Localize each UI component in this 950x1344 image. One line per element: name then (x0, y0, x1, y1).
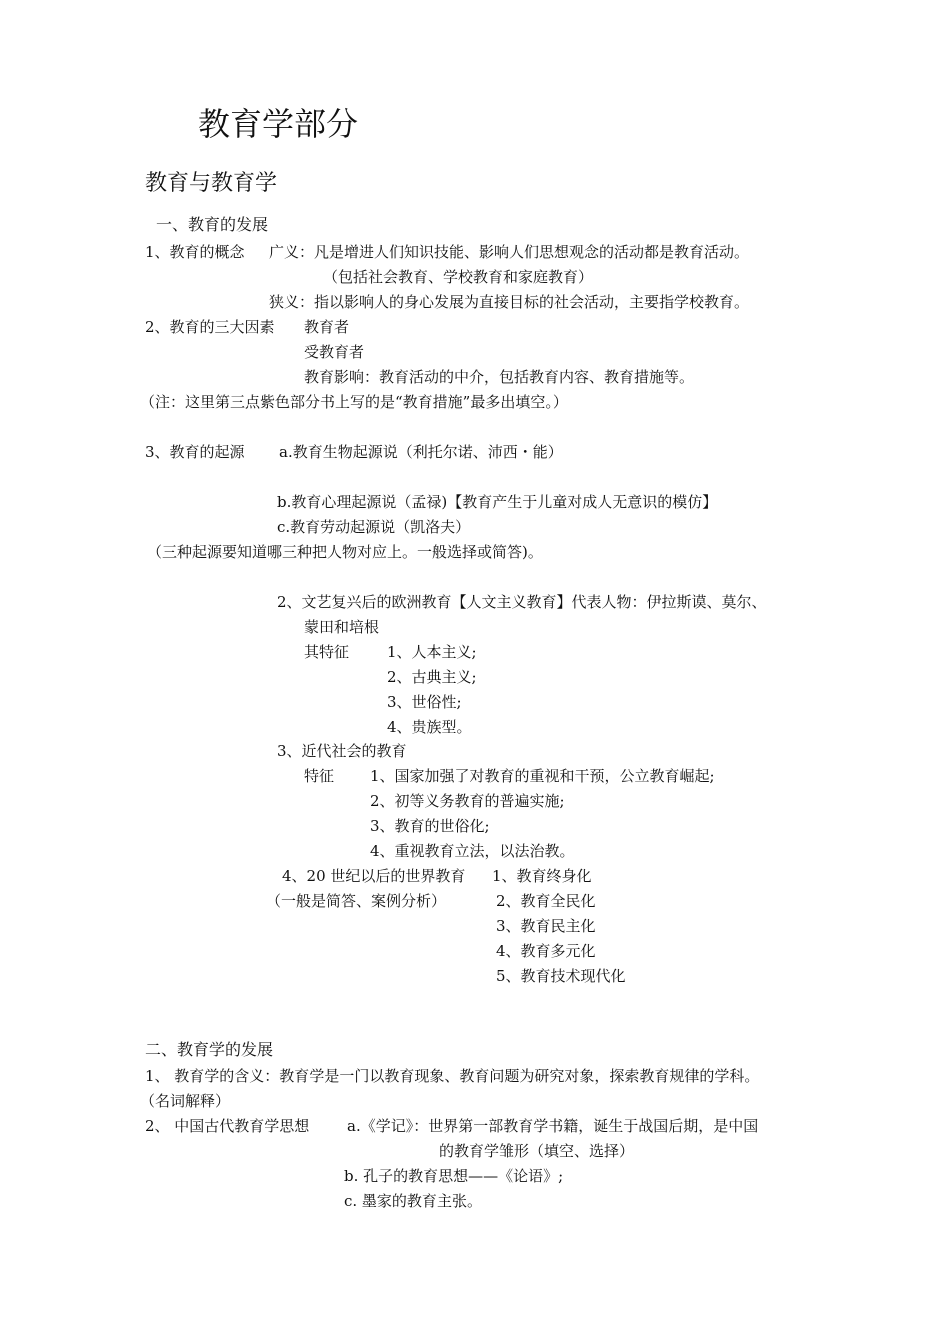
c20-feature: 1、教育终身化 (492, 867, 592, 885)
factor-item: 受教育者 (304, 343, 365, 361)
concept-broad-note: （包括社会教育、学校教育和家庭教育） (323, 268, 594, 286)
c20-feature: 5、教育技术现代化 (496, 967, 626, 985)
renaissance-feature: 4、贵族型。 (387, 718, 472, 736)
pedagogy-definition: 1、 教育学的含义：教育学是一门以教育现象、教育问题为研究对象，探索教育规律的学科。 (145, 1067, 760, 1085)
chapter-heading: 教育与教育学 (145, 171, 278, 196)
c20-heading: 4、20 世纪以后的世界教育 (282, 867, 466, 885)
concept-broad: 广义：凡是增进人们知识技能、影响人们思想观念的活动都是教育活动。 (269, 243, 750, 261)
origin-item: b.教育心理起源说（孟禄)【教育产生于儿童对成人无意识的模仿】 (277, 493, 718, 511)
origin-item: a.教育生物起源说（利托尔诺、沛西・能） (279, 443, 563, 461)
page-title: 教育学部分 (198, 105, 359, 143)
c20-feature: 4、教育多元化 (496, 942, 596, 960)
ancient-thought-item: c. 墨家的教育主张。 (344, 1192, 482, 1210)
factor-item: 教育影响：教育活动的中介，包括教育内容、教育措施等。 (304, 368, 695, 386)
c20-feature: 2、教育全民化 (496, 892, 596, 910)
factor-item: 教育者 (304, 318, 350, 336)
factors-note: （注：这里第三点紫色部分书上写的是“教育措施”最多出填空。） (140, 393, 568, 411)
renaissance-feature: 1、人本主义; (387, 643, 477, 661)
concept-label: 1、教育的概念 (145, 243, 245, 261)
ancient-thought-item: 的教育学雏形（填空、选择） (439, 1142, 635, 1160)
modern-feature: 3、教育的世俗化; (370, 817, 490, 835)
ancient-thought-item: a.《学记》：世界第一部教育学书籍，诞生于战国后期，是中国 (347, 1117, 759, 1135)
factors-label: 2、教育的三大因素 (145, 318, 275, 336)
modern-feature: 2、初等义务教育的普遍实施; (370, 792, 565, 810)
modern-feature-label: 特征 (304, 767, 335, 785)
ancient-thought-item: b. 孔子的教育思想——《论语》; (344, 1167, 564, 1185)
renaissance-feature: 2、古典主义; (387, 668, 477, 686)
modern-feature: 1、国家加强了对教育的重视和干预，公立教育崛起; (370, 767, 715, 785)
renaissance-line: 蒙田和培根 (304, 618, 380, 636)
c20-feature: 3、教育民主化 (496, 917, 596, 935)
modern-heading: 3、近代社会的教育 (277, 742, 407, 760)
ancient-thought-label: 2、 中国古代教育学思想 (145, 1117, 310, 1135)
renaissance-line: 2、文艺复兴后的欧洲教育【人文主义教育】代表人物：伊拉斯谟、莫尔、 (277, 593, 767, 611)
concept-narrow: 狭义：指以影响人的身心发展为直接目标的社会活动，主要指学校教育。 (269, 293, 750, 311)
origin-label: 3、教育的起源 (145, 443, 245, 461)
pedagogy-definition-note: （名词解释） (140, 1092, 231, 1110)
modern-feature: 4、重视教育立法，以法治教。 (370, 842, 575, 860)
c20-note: （一般是简答、案例分析） (266, 892, 447, 910)
origin-item: c.教育劳动起源说（凯洛夫） (277, 518, 471, 536)
section-heading: 一、教育的发展 (156, 215, 269, 234)
renaissance-feature-label: 其特征 (304, 643, 350, 661)
renaissance-feature: 3、世俗性; (387, 693, 462, 711)
section-heading: 二、教育学的发展 (145, 1040, 274, 1059)
origin-note: （三种起源要知道哪三种把人物对应上。一般选择或简答)。 (147, 543, 543, 561)
